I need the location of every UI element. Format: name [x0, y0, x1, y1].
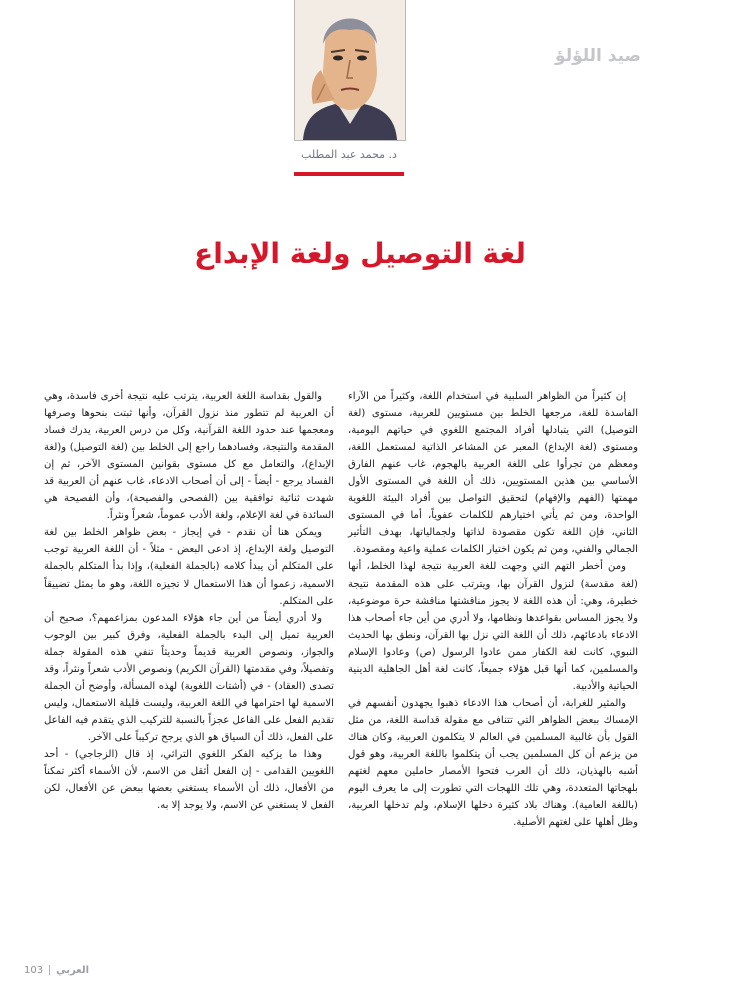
paragraph: إن كثيراً من الظواهر السلبية في استخدام اللغة، وكثيراً من الآراء الفاسدة للغة، مرجعها الخلط بين مستويين للعربية، مستوى (لغة التوصيل) التي يتبادلها أفراد المجتمع اللغوي في حياتهم اليومية، ومستوى (لغة الإبداع) المعبر عن المشاعر الذاتية لمستعمل اللغة، ومعظم من تجرأوا على اللغة العربية بالهجوم، غاب عنهم الفارق الأساسي بين هذين المستويين، ذلك أن اللغة في المستوى الأول مهمتها (الفهم والإفهام) لتحقيق التواصل بين أفراد البيئة اللغوية الواحدة، ومن ثم يأتي اختيارهم للكلمات عفوياً، أما في المستوى الثاني، فإن اللغة تكون مقصودة لذاتها ولجمالياتها، بهدف التأثير الجمالي والفني، ومن ثم يكون اختيار الكلمات عملية واعية ومقصودة. [348, 391, 638, 556]
paragraph: وهذا ما يزكيه الفكر اللغوي التراثي، إذ قال (الزجاجي) - أحد اللغويين القدامى - إن الفعل أثقل من الاسم، لأن الأسماء أكثر تمكناً من الأفعال، ذلك أن الأسماء يستغني بعضها ببعض عن الأفعال، لكن الفعل لا يستغني عن الاسم، ولا يوجد إلا به. [44, 748, 334, 812]
article-title: لغة التوصيل ولغة الإبداع [194, 236, 526, 270]
page-footer [24, 965, 89, 976]
footer-divider [49, 965, 50, 975]
magazine-name: العربي [56, 965, 90, 976]
paragraph: والمثير للغرابة، أن أصحاب هذا الادعاء ذهبوا يجهدون أنفسهم في الإمساك ببعض الظواهر التي تتنافى مع مقولة قداسة اللغة، من مثل القول بأن غالبية المسلمين في العالم لا يتكلمون العربية، وكان هناك من يزعم أن كل المسلمين يجب أن يتكلموا باللغة العربية، وهو قول أشبه بالهذيان، ذلك أن العرب فتحوا الأمصار حاملين معهم لغتهم بلهجاتها المتعددة، وهي تلك اللهجات التي تطورت إلى ما يعرف اليوم (باللغة العامية). وهناك بلاد كثيرة دخلها الإسلام، ولم تدخلها العربية، وظل أهلها على لغتهم الأصلية. [348, 697, 638, 829]
author-portrait [294, 0, 406, 141]
left-column [44, 388, 334, 814]
paragraph: ومن أخطر التهم التي وجهت للغة العربية نتيجة لهذا الخلط، أنها (لغة مقدسة) لنزول القرآن بها، ويترتب على هذه المقدمة نتيجة خطيرة، وهي: أن هذه اللغة لا يجوز مناقشتها مناقشة حرة موضوعية، ولا يجوز المساس بقواعدها ونظامها، ولا أدري من أين جاء أصحاب هذا الادعاء بادعائهم، ذلك أن اللغة التي نزل بها القرآن، ونطق بها الحديث النبوي، كانت لغة الكفار ممن عادوا الرسول (ص) وعادوا الإسلام والمسلمين، كما أنها قبل هؤلاء جميعاً، كانت لغة أهل الجاهلية الدينية الحياتية والأدبية. [348, 561, 638, 692]
portrait-illustration [295, 0, 405, 140]
paragraph: والقول بقداسة اللغة العربية، يترتب عليه نتيجة أخرى فاسدة، وهي أن العربية لم تتطور منذ نزول القرآن، وأنها ثبتت بنحوها وصرفها ومعجمها عند حدود اللغة القرآنية، وكل من درس العربية، يدرك فساد المقدمة والنتيجة، وفسادهما راجع إلى الخلط بين (لغة التوصيل) و(لغة الإبداع)، والتعامل مع كل مستوى بقوانين المستوى الآخر، ثم إن الفساد يرجع - أيضاً - إلى أن أصحاب الادعاء، غاب عنهم أن العربية قد شهدت ثنائية توافقية بين (الفصحى والفصيحة)، وأن الفصيحة هي السائدة في لغة الإعلام، ولغة الأدب عموماً، شعراً ونثراً. [44, 391, 334, 522]
author-name: د. محمد عبد المطلب [301, 148, 397, 161]
right-column [348, 388, 638, 831]
paragraph: ولا أدري أيضاً من أين جاء هؤلاء المدعون بمزاعمهم؟، صحيح أن العربية تميل إلى البدء بالجملة الفعلية، وفرق كبير بين الوجوب والجواز، ونصوص العربية قديماً وحديثاً تنفي هذه المقولة جملة وتفصيلاً، وفي مقدمتها (القرآن الكريم) ونصوص الأدب شعراً ونثراً، وقد تصدى (العقاد) - في (أشتات اللغوية) لهذه المسألة، وأوضح أن الجملة الاسمية لها احترامها في اللغة العربية، وليست قليلة الاستعمال، وليس تقديم الفعل على الفاعل عجزاً بالنسبة للتركيب الذي يتقدم فيه الفاعل على الفعل، ذلك أن السياق هو الذي يرجح تركيباً على الآخر. [44, 612, 334, 743]
page-number: 103 [24, 965, 44, 976]
section-label: صيد اللؤلؤ [555, 46, 641, 66]
author-divider [294, 172, 404, 176]
paragraph: ويمكن هنا أن نقدم - في إيجاز - بعض ظواهر الخلط بين لغة التوصيل ولغة الإبداع، إذ ادعى البعض - مثلاً - أن اللغة العربية توجب على المتكلم أن يبدأ كلامه (بالجملة الفعلية)، وإذا بدأ المتكلم بالجملة الاسمية، زعموا أن هذا الاستعمال لا تجيزه اللغة، وهو ما يمثل تضييقاً على المتكلم. [44, 527, 334, 607]
